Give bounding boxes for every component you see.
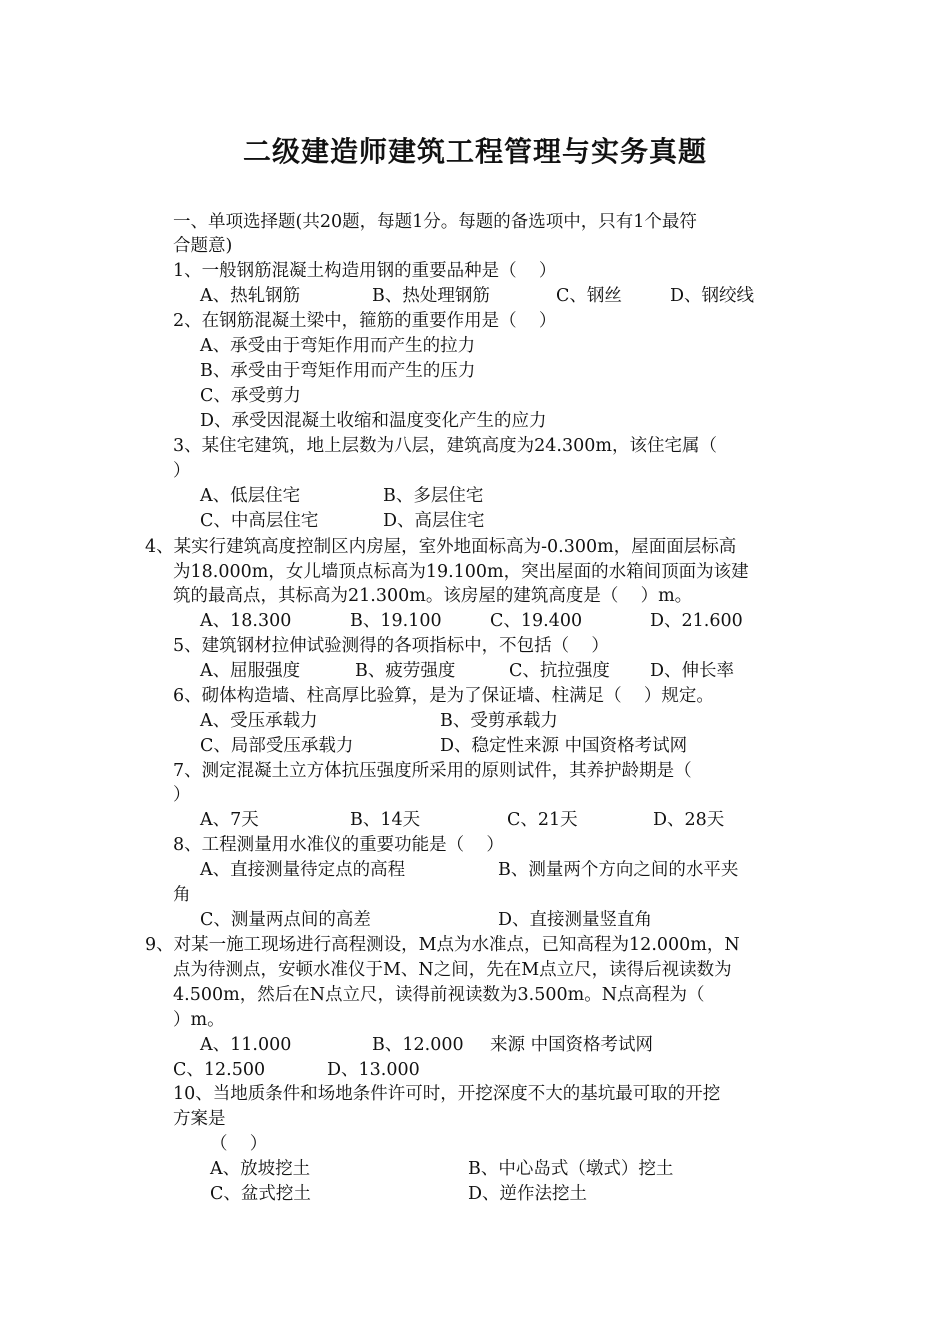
question-3-stem: 3、某住宅建筑，地上层数为八层，建筑高度为24.300m，该住宅属（ bbox=[173, 436, 717, 456]
q6-option-d: D、稳定性来源 中国资格考试网 bbox=[440, 736, 688, 756]
q8-option-b-cont: 角 bbox=[173, 885, 191, 905]
q4-option-b: B、19.100 bbox=[350, 611, 442, 631]
q6-option-c: C、局部受压承载力 bbox=[200, 736, 354, 756]
question-10-stem-cont-1: 方案是 bbox=[173, 1109, 226, 1129]
q9-option-a: A、11.000 bbox=[200, 1035, 292, 1055]
q10-option-c: C、盆式挖土 bbox=[210, 1184, 311, 1204]
question-10-stem-cont-2: （ ） bbox=[210, 1134, 268, 1154]
question-6-stem: 6、砌体构造墙、柱高厚比验算，是为了保证墙、柱满足（ ）规定。 bbox=[173, 686, 714, 706]
page-title: 二级建造师建筑工程管理与实务真题 bbox=[242, 135, 707, 168]
question-8-stem: 8、工程测量用水准仪的重要功能是（ ） bbox=[173, 835, 504, 855]
q1-option-a: A、热轧钢筋 bbox=[200, 286, 301, 306]
question-4-stem: 4、某实行建筑高度控制区内房屋，室外地面标高为-0.300m，屋面面层标高 bbox=[145, 537, 737, 557]
q3-option-d: D、高层住宅 bbox=[383, 511, 485, 531]
q4-option-d: D、21.600 bbox=[650, 611, 743, 631]
q9-watermark: 来源 中国资格考试网 bbox=[490, 1035, 654, 1055]
q2-option-c: C、承受剪力 bbox=[200, 386, 301, 406]
q6-option-b: B、受剪承载力 bbox=[440, 711, 558, 731]
q5-option-d: D、伸长率 bbox=[650, 661, 735, 681]
q8-option-a: A、直接测量待定点的高程 bbox=[200, 860, 406, 880]
q5-option-c: C、抗拉强度 bbox=[509, 661, 610, 681]
question-3-stem-cont: ） bbox=[173, 461, 191, 481]
q8-option-d: D、直接测量竖直角 bbox=[498, 910, 653, 930]
q7-option-a: A、7天 bbox=[200, 810, 259, 830]
q6-option-a: A、受压承载力 bbox=[200, 711, 318, 731]
question-9-stem-cont-1: 点为待测点，安顿水准仪于M、N之间，先在M点立尺，读得后视读数为 bbox=[173, 960, 732, 980]
question-4-stem-cont-1: 为18.000m，女儿墙顶点标高为19.100m，突出屋面的水箱间顶面为该建 bbox=[173, 562, 749, 582]
q5-option-b: B、疲劳强度 bbox=[355, 661, 456, 681]
question-9-stem-cont-3: ）m。 bbox=[173, 1010, 225, 1030]
question-2-stem: 2、在钢筋混凝土梁中，箍筋的重要作用是（ ） bbox=[173, 311, 557, 331]
question-1-stem: 1、一般钢筋混凝土构造用钢的重要品种是（ ） bbox=[173, 261, 557, 281]
question-9-stem: 9、对某一施工现场进行高程测设，M点为水准点，已知高程为12.000m，N bbox=[145, 935, 740, 955]
q9-option-b: B、12.000 bbox=[372, 1035, 464, 1055]
q10-option-d: D、逆作法挖土 bbox=[468, 1184, 588, 1204]
q9-option-d: D、13.000 bbox=[327, 1060, 420, 1080]
q1-option-b: B、热处理钢筋 bbox=[372, 286, 490, 306]
question-7-stem-cont: ） bbox=[173, 785, 191, 805]
q5-option-a: A、屈服强度 bbox=[200, 661, 301, 681]
q3-option-b: B、多层住宅 bbox=[383, 486, 484, 506]
q1-option-c: C、钢丝 bbox=[556, 286, 622, 306]
q7-option-b: B、14天 bbox=[350, 810, 421, 830]
q3-option-c: C、中高层住宅 bbox=[200, 511, 319, 531]
q8-option-b: B、测量两个方向之间的水平夹 bbox=[498, 860, 739, 880]
q10-option-b: B、中心岛式（墩式）挖土 bbox=[468, 1159, 674, 1179]
question-10-stem: 10、当地质条件和场地条件许可时，开挖深度不大的基坑最可取的开挖 bbox=[173, 1084, 721, 1104]
q4-option-c: C、19.400 bbox=[490, 611, 583, 631]
question-9-stem-cont-2: 4.500m，然后在N点立尺，读得前视读数为3.500m。N点高程为（ bbox=[173, 985, 705, 1005]
q3-option-a: A、低层住宅 bbox=[200, 486, 301, 506]
q2-option-d: D、承受因混凝土收缩和温度变化产生的应力 bbox=[200, 411, 547, 431]
section-header-line-2: 合题意) bbox=[173, 236, 233, 256]
q1-option-d: D、钢绞线 bbox=[670, 286, 755, 306]
q10-option-a: A、放坡挖土 bbox=[210, 1159, 311, 1179]
question-5-stem: 5、建筑钢材拉伸试验测得的各项指标中，不包括（ ） bbox=[173, 636, 609, 656]
section-header-line-1: 一、单项选择题(共20题，每题1分。每题的备选项中，只有1个最符 bbox=[173, 212, 697, 232]
q2-option-a: A、承受由于弯矩作用而产生的拉力 bbox=[200, 336, 476, 356]
q4-option-a: A、18.300 bbox=[200, 611, 292, 631]
q7-option-c: C、21天 bbox=[507, 810, 578, 830]
q8-option-c: C、测量两点间的高差 bbox=[200, 910, 371, 930]
q7-option-d: D、28天 bbox=[653, 810, 725, 830]
q9-option-c: C、12.500 bbox=[173, 1060, 266, 1080]
q2-option-b: B、承受由于弯矩作用而产生的压力 bbox=[200, 361, 476, 381]
question-4-stem-cont-2: 筑的最高点，其标高为21.300m。该房屋的建筑高度是（ ）m。 bbox=[173, 586, 693, 606]
question-7-stem: 7、测定混凝土立方体抗压强度所采用的原则试件，其养护龄期是（ bbox=[173, 761, 692, 781]
